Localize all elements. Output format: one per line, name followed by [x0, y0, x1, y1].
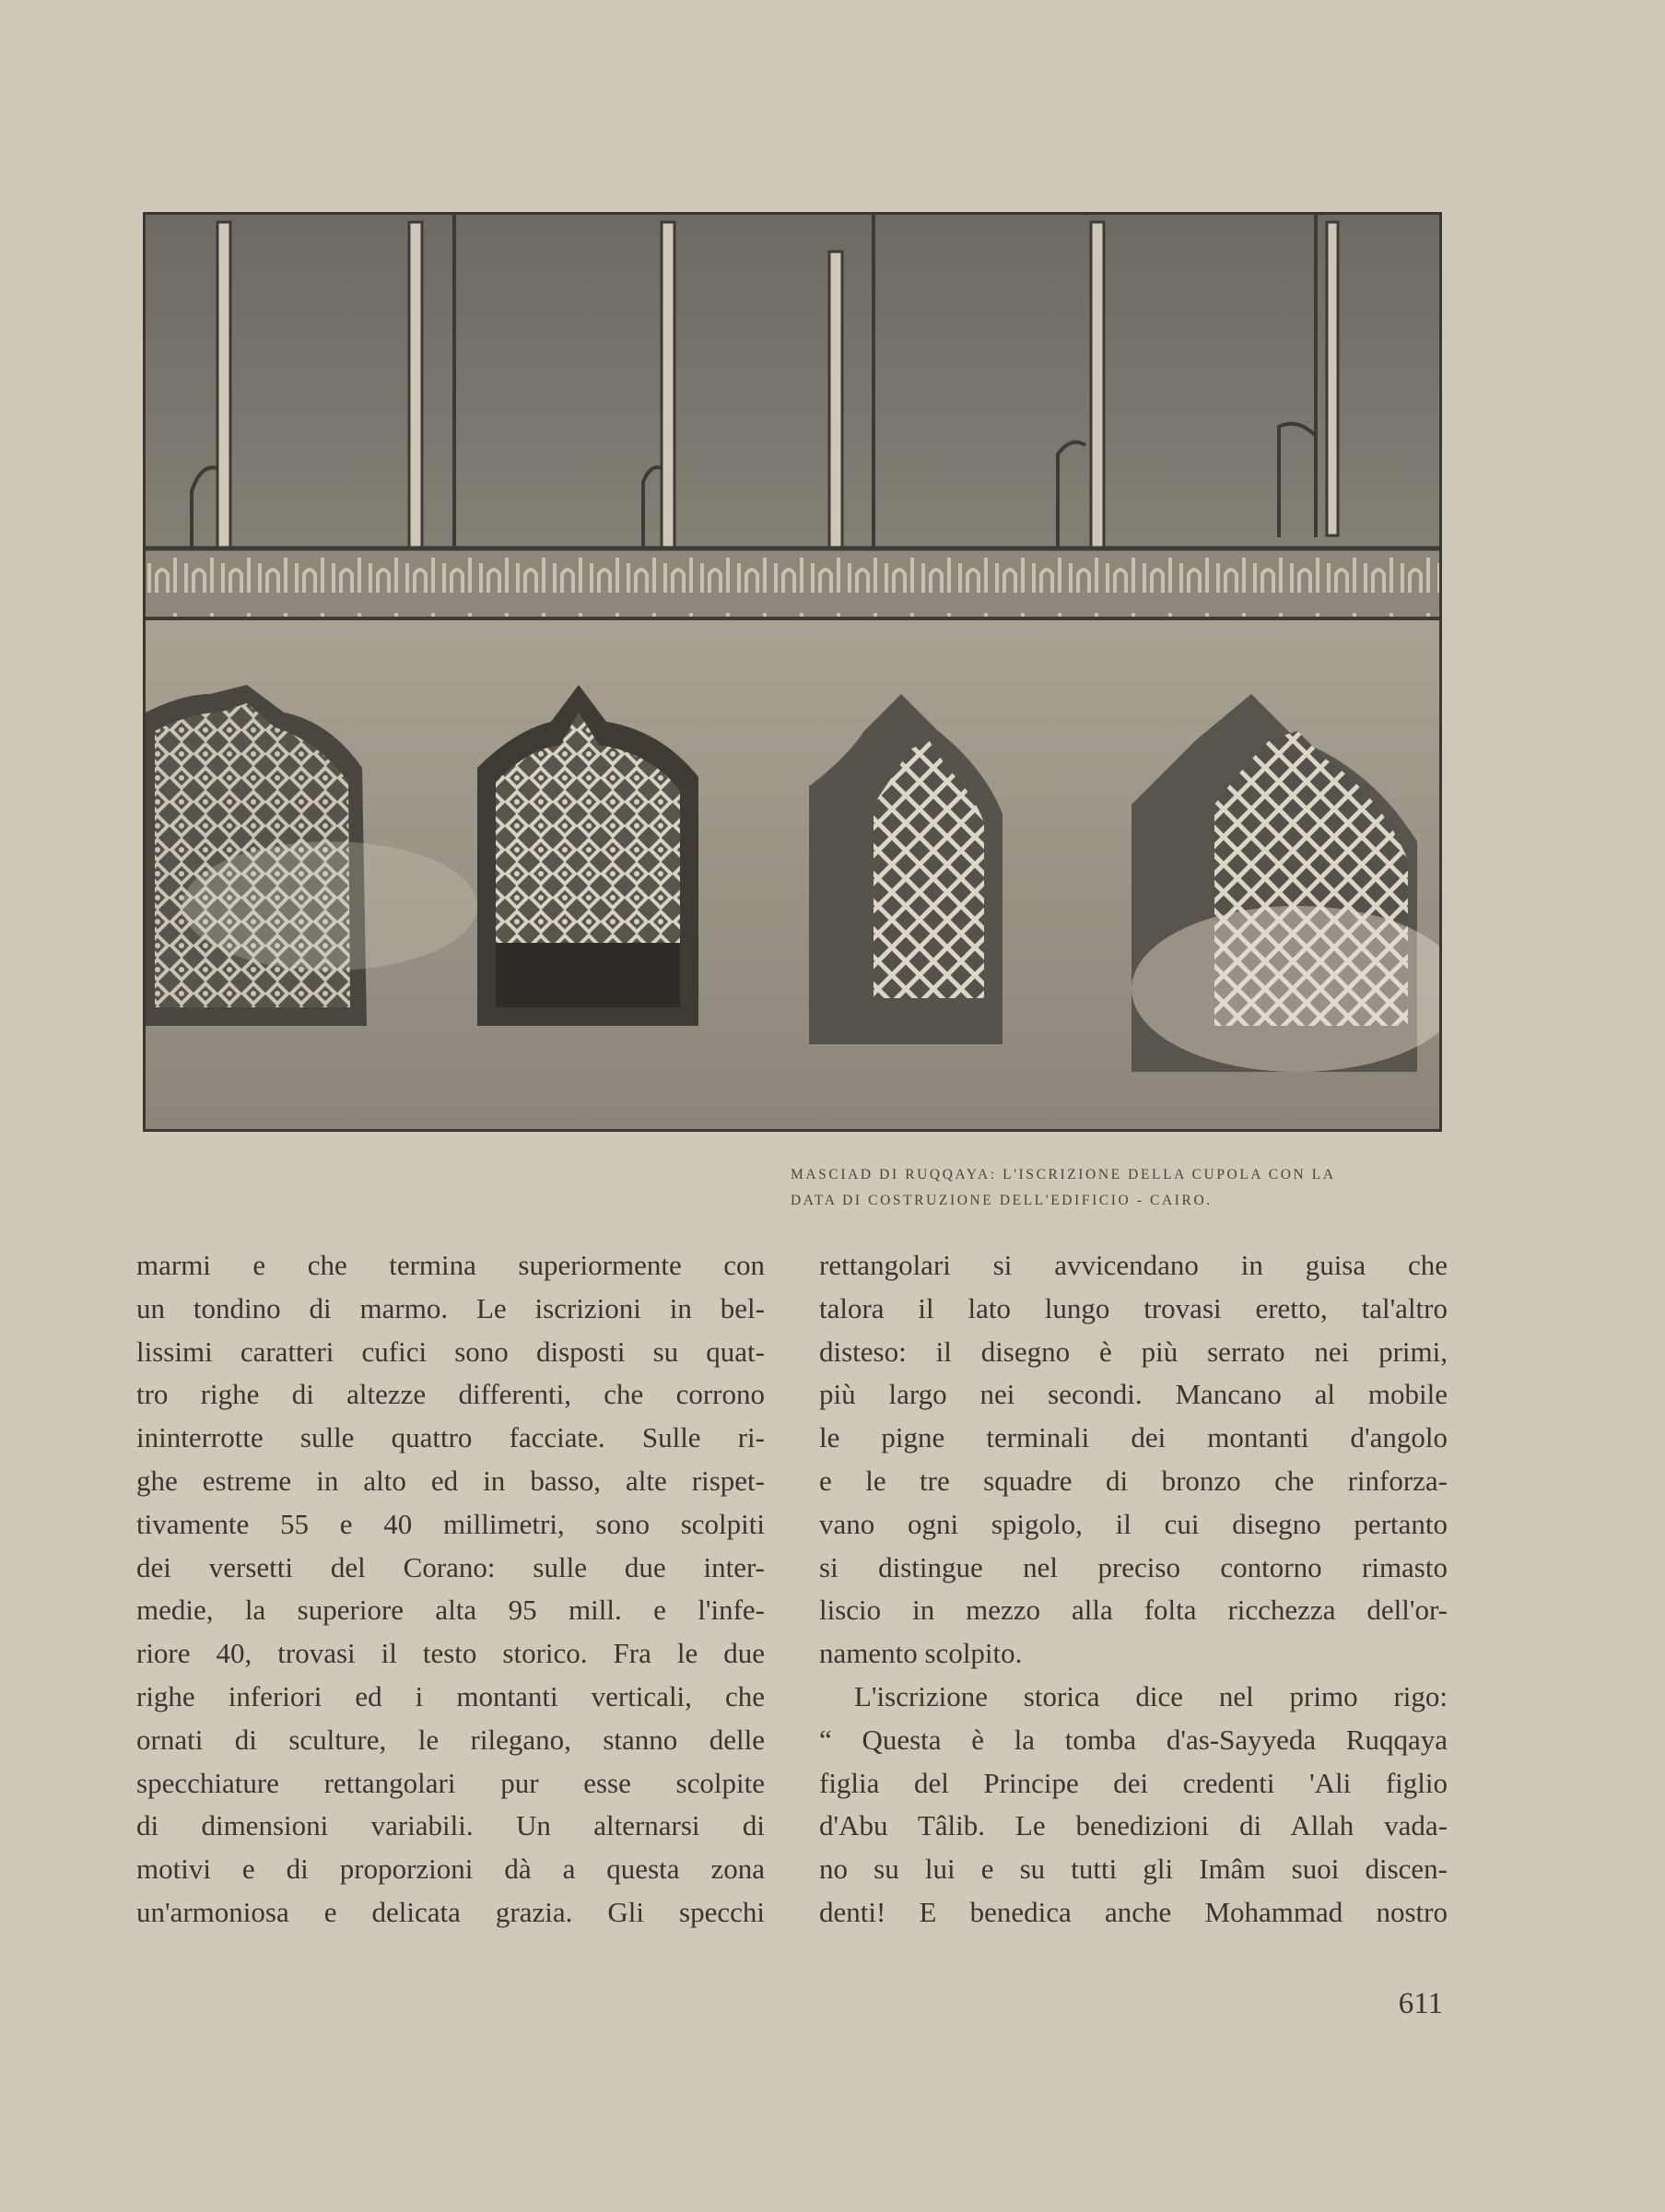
text-line: più largo nei secondi. Mancano al mobile — [819, 1378, 1448, 1411]
text-line: denti! E benedica anche Mohammad nostro — [819, 1895, 1448, 1928]
text-line: si distingue nel preciso contorno rimasto — [819, 1550, 1448, 1583]
photograph-dome-inscription — [143, 212, 1442, 1132]
text-line: di dimensioni variabili. Un alternarsi di — [136, 1809, 765, 1842]
left-text-column — [136, 1244, 765, 1935]
text-line: righe inferiori ed i montanti verticali, che — [136, 1679, 765, 1712]
text-line: L'iscrizione storica dice nel primo rigo: — [854, 1679, 1448, 1712]
right-text-column — [819, 1244, 1448, 1935]
figure-caption — [791, 1162, 1436, 1214]
page-number: 611 — [1398, 1987, 1443, 2020]
text-line: specchiature rettangolari pur esse scolpite — [136, 1766, 765, 1799]
text-line: dei versetti del Corano: sulle due inter- — [136, 1550, 765, 1583]
text-line: rettangolari si avvicendano in guisa che — [819, 1249, 1448, 1281]
text-line: ininterrotte sulle quattro facciate. Sulle ri- — [136, 1421, 765, 1454]
text-line: motivi e di proporzioni dà a questa zona — [136, 1853, 765, 1886]
text-line: no su lui e su tutti gli Imâm suoi discen- — [819, 1853, 1448, 1886]
text-line: e le tre squadre di bronzo che rinforza- — [819, 1464, 1448, 1497]
text-line: figlia del Principe dei credenti 'Ali figlio — [819, 1766, 1448, 1799]
text-line: riore 40, trovasi il testo storico. Fra le due — [136, 1637, 765, 1670]
caption-line: MASCIAD DI RUQQAYA: L'ISCRIZIONE DELLA CUPOLA CON LA — [791, 1167, 1336, 1182]
text-line: tivamente 55 e 40 millimetri, sono scolpiti — [136, 1507, 765, 1540]
text-line: “ Questa è la tomba d'as-Sayyeda Ruqqaya — [819, 1723, 1448, 1756]
text-line: tro righe di altezze differenti, che corrono — [136, 1378, 765, 1411]
text-line: d'Abu Tâlib. Le benedizioni di Allah vada- — [819, 1809, 1448, 1842]
text-line: vano ogni spigolo, il cui disegno pertanto — [819, 1507, 1448, 1540]
text-line: liscio in mezzo alla folta ricchezza dell'or- — [819, 1594, 1448, 1627]
text-line: talora il lato lungo trovasi eretto, tal'altro — [819, 1291, 1448, 1324]
text-line: lissimi caratteri cufici sono disposti su quat- — [136, 1335, 765, 1368]
text-line: le pigne terminali dei montanti d'angolo — [819, 1421, 1448, 1454]
text-line: marmi e che termina superiormente con — [136, 1249, 765, 1281]
text-line: medie, la superiore alta 95 mill. e l'infe- — [136, 1594, 765, 1627]
text-line: ghe estreme in alto ed in basso, alte rispet- — [136, 1464, 765, 1497]
text-line: un'armoniosa e delicata grazia. Gli specchi — [136, 1895, 765, 1928]
caption-line: DATA DI COSTRUZIONE DELL'EDIFICIO - CAIRO. — [791, 1193, 1213, 1208]
text-line: un tondino di marmo. Le iscrizioni in bel- — [136, 1291, 765, 1324]
text-line: disteso: il disegno è più serrato nei primi, — [819, 1335, 1448, 1368]
text-line: ornati di sculture, le rilegano, stanno delle — [136, 1723, 765, 1756]
dome-photo-illustration — [146, 215, 1439, 1129]
text-line: namento scolpito. — [819, 1637, 1023, 1670]
